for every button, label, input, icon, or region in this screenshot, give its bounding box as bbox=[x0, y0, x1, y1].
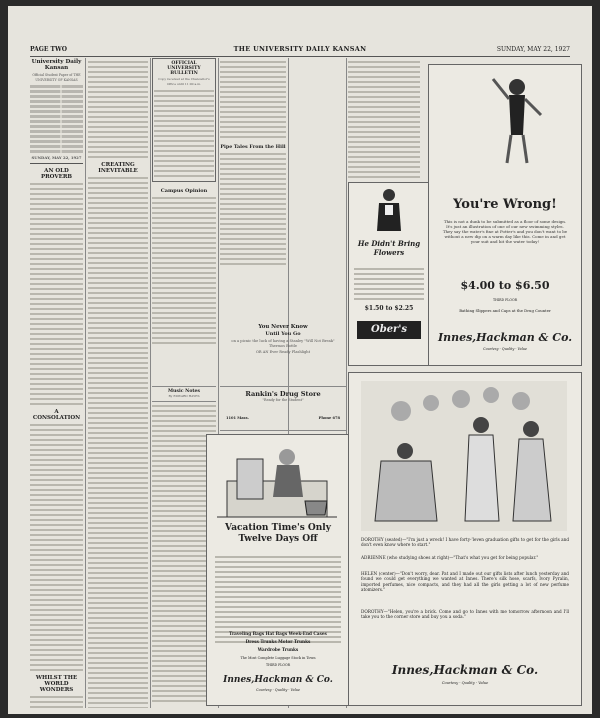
editorial-body bbox=[30, 183, 83, 405]
masthead bbox=[30, 59, 83, 164]
innes-tagline: Courtesy - Quality - Value bbox=[441, 681, 489, 685]
dorothy2-text: DOROTHY—"Helen, you're a brick. Come and go to Innes with me tomorrow afternoon and I'll take you to the corner store and buy you a soda." bbox=[361, 609, 569, 620]
wrong-body: This is not a dunk to be submitted as a floor of some design. It's just an illustration of one of our new swimming styles. They say the water's fine at Potter's and you don't want to be without a new dip on a warm day like this. Come in and get your suit and hit the water today! bbox=[442, 219, 568, 244]
editorial-body bbox=[30, 696, 83, 708]
masthead-title: University Daily Kansan bbox=[31, 59, 82, 71]
innes-logo: Innes,Hackman & Co. bbox=[391, 663, 539, 677]
editorial-body bbox=[30, 424, 83, 671]
innes-tagline: Courtesy - Quality - Value bbox=[483, 347, 527, 351]
article-body bbox=[88, 177, 148, 708]
vacation-title: Vacation Time's Only Twelve Days Off bbox=[225, 523, 331, 544]
campus-opinion-body bbox=[152, 197, 216, 344]
campus-opinion-heading: Campus Opinion bbox=[160, 188, 208, 195]
article-body bbox=[88, 61, 148, 158]
swimmer-illustration-icon bbox=[487, 75, 547, 165]
vacation-illustration-icon bbox=[217, 441, 337, 521]
thermos-ad-subtitle: Until You Go bbox=[265, 331, 301, 337]
swimsuit-price: $4.00 to $6.50 bbox=[460, 279, 550, 292]
vacation-floor: THIRD FLOOR bbox=[265, 663, 291, 667]
vacation-list-3: Wardrobe Trunks bbox=[257, 647, 299, 652]
swimsuit-footer: Bathing Slippers and Caps at the Drug Counter bbox=[459, 308, 551, 313]
vacation-ad bbox=[206, 434, 350, 706]
column-rule bbox=[85, 58, 86, 708]
editorial-heading: AN OLD PROVERB bbox=[40, 167, 73, 180]
dorothy-text: DOROTHY (seated)—"I'm just a wreck! I have forty-'leven graduation gifts to get for the girls and don't even know where to start." bbox=[361, 537, 569, 548]
music-notes-byline: By EDWARD HAYES bbox=[168, 394, 200, 398]
thermos-ad-title: You Never Know bbox=[258, 324, 308, 330]
vacation-list: Traveling Bags Hat Bags Week-End Cases bbox=[229, 631, 327, 636]
rankin-address: 1101 Mass. bbox=[226, 416, 249, 420]
bulletin-body bbox=[220, 61, 286, 138]
newspaper-name: THE UNIVERSITY DAILY KANSAN bbox=[233, 45, 367, 53]
page-header bbox=[30, 44, 570, 57]
thermos-ad-text: on a picnic the luck of having a Stanley "Will Not Break" Thermos Bottle bbox=[231, 339, 335, 349]
thermos-ad bbox=[220, 322, 346, 387]
editorial-heading: WHILST THE WORLD WONDERS bbox=[35, 674, 78, 693]
column-bulletin bbox=[152, 58, 216, 408]
gifts-ad bbox=[348, 372, 582, 706]
flowers-title: He Didn't Bring Flowers bbox=[357, 239, 421, 257]
newspaper-page bbox=[8, 6, 592, 714]
vacation-footer: The Most Complete Luggage Stock in Town bbox=[240, 656, 316, 660]
obers-ad bbox=[348, 182, 430, 366]
innes-logo: Innes,Hackman & Co. bbox=[223, 675, 333, 685]
obers-logo: Ober's bbox=[357, 321, 421, 339]
pipe-tales-heading: Pipe Tales From the Hill bbox=[220, 144, 286, 150]
flowers-price: $1.50 to $2.25 bbox=[364, 305, 414, 312]
rankin-title: Rankin's Drug Store bbox=[245, 390, 321, 398]
girls-illustration-icon bbox=[361, 381, 567, 531]
rankin-subtitle: "Ready for the Student" bbox=[262, 398, 304, 402]
bulletin-sub: Copy received at the Chancellor's Office until 11:00 a.m. bbox=[158, 77, 210, 87]
page-number: PAGE TWO bbox=[30, 46, 67, 53]
adrienne-text: ADRIENNE (who studying shoes at right)—"That's what you get for being popular." bbox=[361, 555, 539, 560]
bulletin-title: OFFICIAL UNIVERSITY BULLETIN bbox=[167, 61, 201, 76]
swimsuit-ad bbox=[428, 64, 582, 366]
music-notes-heading: Music Notes bbox=[167, 389, 201, 394]
swimsuit-floor: THIRD FLOOR bbox=[492, 298, 518, 302]
vacation-list-2: Dress Trunks Motor Trunks bbox=[245, 639, 311, 644]
helen-text: HELEN (center)—"Don't worry, dear. Pat and I made out our gifts lists after lunch yesterday and found we could get everything we wanted at Innes. There's silk hose, scarfs, Ivory Pyralin, imported perfumes, nice compacts, and they had all the girls getting a lot of new perfume atomizers." bbox=[361, 571, 569, 593]
innes-logo: Innes,Hackman & Co. bbox=[437, 331, 573, 344]
rankin-phone: Phone 678 bbox=[318, 416, 340, 420]
column-rule bbox=[150, 58, 151, 708]
gentleman-illustration-icon bbox=[369, 187, 409, 233]
wrong-title: You're Wrong! bbox=[453, 197, 557, 212]
flowers-body bbox=[354, 265, 424, 303]
masthead-subtitle: Official Student Paper of THE UNIVERSITY OF KANSAS bbox=[32, 73, 81, 83]
editorial-heading: A CONSOLATION bbox=[32, 408, 81, 421]
bulletin-box bbox=[152, 58, 216, 182]
column-articles bbox=[88, 58, 148, 708]
rankin-ad bbox=[220, 388, 346, 431]
innes-tagline: Courtesy - Quality - Value bbox=[256, 688, 300, 692]
article-heading: CREATING INEVITABLE bbox=[98, 162, 138, 174]
pipe-tales-body bbox=[220, 153, 286, 265]
column-editorial bbox=[30, 58, 83, 708]
masthead-date: SUNDAY, MAY 22, 1927 bbox=[31, 155, 82, 161]
header-date: SUNDAY, MAY 22, 1927 bbox=[496, 46, 570, 53]
thermos-ad-text-2: OR AN Ever Ready Flashlight bbox=[255, 350, 311, 355]
column-misc bbox=[220, 58, 286, 308]
